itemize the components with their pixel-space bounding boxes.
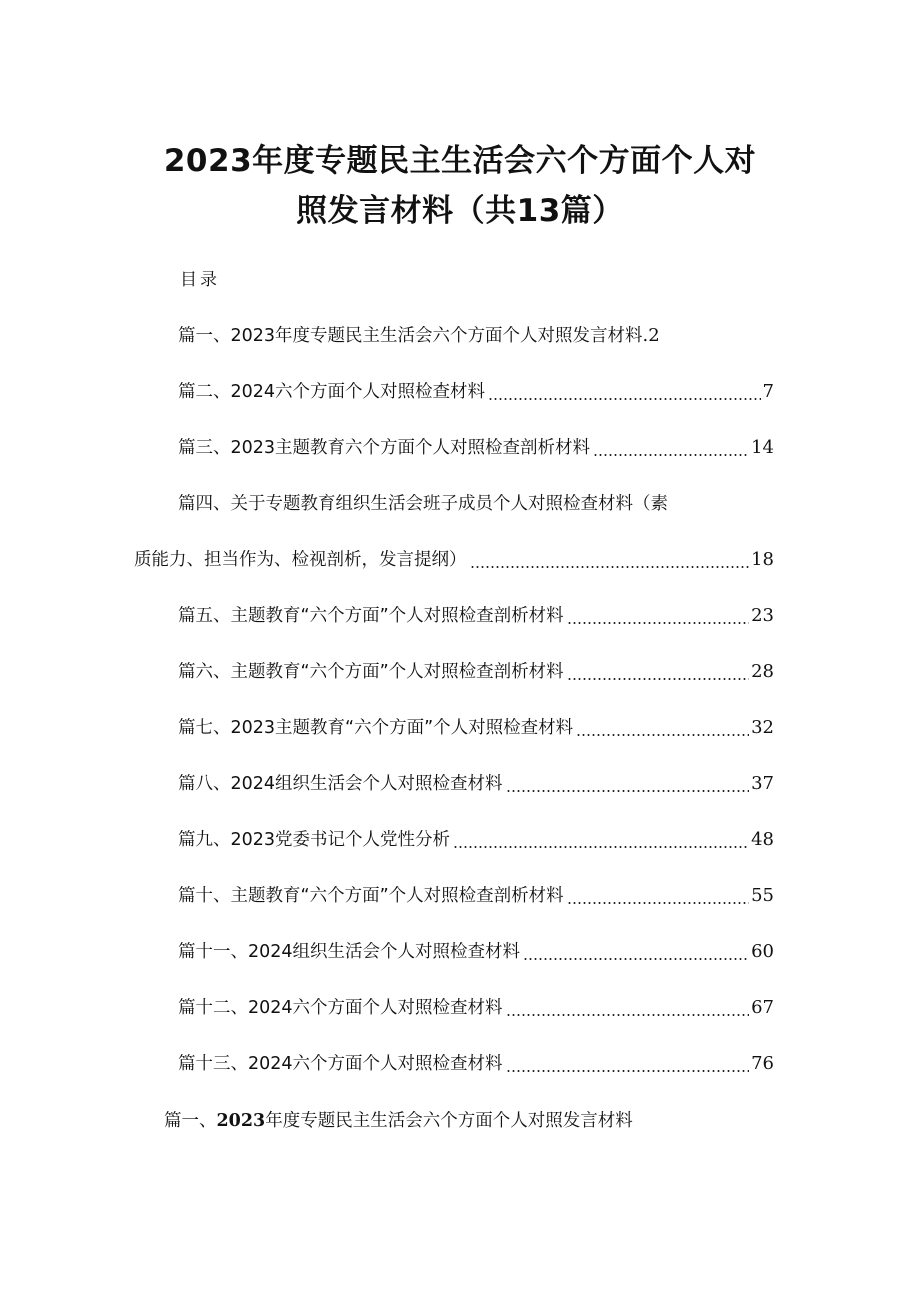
toc-dot-leader (564, 655, 751, 689)
toc-entry-11[interactable] (178, 935, 774, 969)
toc-entry-page: 55 (751, 885, 774, 906)
toc-entry-text: 篇八、2024组织生活会个人对照检查材料 (178, 774, 503, 794)
toc-entry-5[interactable] (178, 599, 774, 633)
toc-entry-page: 7 (762, 381, 774, 402)
toc-entry-1[interactable] (178, 319, 774, 353)
toc-entry-text: 篇四、关于专题教育组织生活会班子成员个人对照检查材料（素 (178, 494, 668, 514)
toc-entry-page: 37 (751, 773, 774, 794)
toc-entry-page: 48 (751, 829, 774, 850)
toc-dot-leader (503, 767, 752, 801)
toc-entry-page: 76 (751, 1053, 774, 1074)
toc-entry-text: 篇二、2024六个方面个人对照检查材料 (178, 382, 486, 402)
toc-entry-text: 篇七、2023主题教育“六个方面”个人对照检查材料 (178, 718, 574, 738)
toc-dot-leader (590, 431, 751, 465)
toc-dot-leader (467, 543, 752, 577)
toc-entry-6[interactable] (178, 655, 774, 689)
toc-entry-text: 篇十二、2024六个方面个人对照检查材料 (178, 998, 503, 1018)
toc-entry-2[interactable] (178, 375, 774, 409)
toc-entry-page: .2 (642, 325, 660, 346)
toc-entry-4-line-2[interactable] (134, 543, 774, 577)
toc-entry-12[interactable] (178, 991, 774, 1025)
toc-entry-text: 篇十、主题教育“六个方面”个人对照检查剖析材料 (178, 886, 564, 906)
section-heading-title: 年度专题民主生活会六个方面个人对照发言材料 (265, 1111, 633, 1131)
toc-entry-page: 28 (751, 661, 774, 682)
toc-dot-leader (573, 711, 751, 745)
toc-entry-page: 23 (751, 605, 774, 626)
toc-entry-4-line-1[interactable] (178, 487, 774, 521)
toc-dot-leader (564, 599, 751, 633)
toc-entry-text: 篇十一、2024组织生活会个人对照检查材料 (178, 942, 521, 962)
toc-entry-text: 篇十三、2024六个方面个人对照检查材料 (178, 1054, 503, 1074)
toc-entry-3[interactable] (178, 431, 774, 465)
toc-entry-text: 篇六、主题教育“六个方面”个人对照检查剖析材料 (178, 662, 564, 682)
toc-entry-text: 篇九、2023党委书记个人党性分析 (178, 830, 451, 850)
toc-entry-text: 篇一、2023年度专题民主生活会六个方面个人对照发言材料 (178, 326, 643, 346)
toc-entry-page: 67 (751, 997, 774, 1018)
toc-entry-text: 质能力、担当作为、检视剖析，发言提纲） (134, 550, 467, 570)
toc-dot-leader (520, 935, 751, 969)
toc-entry-9[interactable] (178, 823, 774, 857)
toc-dot-leader (564, 879, 751, 913)
toc-dot-leader (485, 375, 763, 409)
toc-entry-page: 14 (751, 437, 774, 458)
section-heading-prefix: 篇一、 (164, 1111, 217, 1131)
toc-entry-text: 篇五、主题教育“六个方面”个人对照检查剖析材料 (178, 606, 564, 626)
toc-entry-text: 篇三、2023主题教育六个方面个人对照检查剖析材料 (178, 438, 591, 458)
toc-entry-8[interactable] (178, 767, 774, 801)
toc-dot-leader (450, 823, 751, 857)
document-title-line-2: 照发言材料（共13篇） (296, 193, 624, 229)
toc-entry-13[interactable] (178, 1047, 774, 1081)
toc-entry-page: 32 (751, 717, 774, 738)
toc-entry-10[interactable] (178, 879, 774, 913)
toc-entry-7[interactable] (178, 711, 774, 745)
toc-entry-page: 18 (751, 549, 774, 570)
document-title-line-1: 2023年度专题民主生活会六个方面个人对 (163, 143, 757, 179)
toc-entry-page: 60 (751, 941, 774, 962)
toc-dot-leader (503, 1047, 752, 1081)
section-heading (164, 1104, 633, 1138)
section-heading-year: 2023 (216, 1111, 266, 1131)
toc-dot-leader (503, 991, 752, 1025)
toc-heading: 目录 (180, 270, 220, 290)
